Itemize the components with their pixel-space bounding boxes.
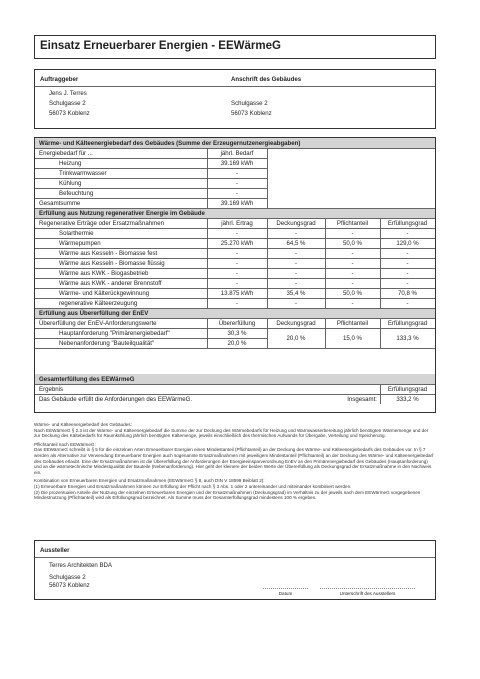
renewable-cell: - xyxy=(406,300,409,307)
renewable-cell: - xyxy=(351,300,354,307)
renewable-col-0: Regenerative Erträge oder Ersatzmaßnahmen xyxy=(39,220,164,227)
enev-row-label: Nebenanforderung "Bauteilqualität" xyxy=(59,340,155,347)
demand-row-value: - xyxy=(235,180,239,187)
renewable-row-label: Wärme aus Kesseln - Biomasse flüssig xyxy=(59,260,165,267)
demand-col-label: Energiebedarf für ... xyxy=(39,150,93,157)
renewable-cell: - xyxy=(406,250,409,257)
signature-label: Unterschrift des Ausstellers xyxy=(339,591,396,596)
renewable-cell: 129,0 % xyxy=(396,240,419,247)
renewable-cell: 50,0 % xyxy=(343,290,362,297)
renewable-row-label: Wärme- und Kälterückgewinnung xyxy=(59,290,150,297)
notes-heading: Wärme- und Kälteenergiebedarf des Gebäudes: xyxy=(34,422,132,427)
renewable-cell: - xyxy=(351,260,354,267)
renewable-cell: - xyxy=(294,250,298,257)
issuer-heading: Aussteller xyxy=(40,547,70,554)
demand-row-label: Trinkwarmwasser xyxy=(59,170,107,177)
renewable-cell: - xyxy=(235,250,239,257)
building-street: Schulgasse 2 xyxy=(231,100,268,107)
client-heading: Auftraggeber xyxy=(40,76,79,83)
result-sum-value: 333,2 % xyxy=(396,396,419,403)
renewable-cell: - xyxy=(235,260,239,267)
demand-row-label: Heizung xyxy=(59,160,82,167)
enev-col-2: Deckungsgrad xyxy=(276,320,316,327)
notes-item: (2) Die prozentualen Anteile der Nutzung der einzelnen Erneuerbaren Energien und der Ersatzmaßnahmen (Deckungsgrad) im Verhältnis zu der jeweils nach dem EEWärmeG vorgegebenen Mindestnutzung (Pflichtanteil) wird als Erfüllungsgrad bezeichnet. Als Summe muss der Gesamterfüllungsgrad mindestens 100 % ergeben. xyxy=(34,489,421,501)
demand-total-value: 39.169 kWh xyxy=(220,200,254,207)
demand-row-label: Kühlung xyxy=(59,180,82,187)
result-statement: Das Gebäude erfüllt die Anforderungen des EEWärmeG. xyxy=(39,396,193,403)
parties-section xyxy=(34,69,436,129)
renewable-cell: - xyxy=(406,230,409,237)
demand-col-value: jährl. Bedarf xyxy=(220,150,254,157)
enev-erfuellungsgrad: 133,3 % xyxy=(396,335,419,342)
renewable-row-label: Solarthermie xyxy=(59,230,94,237)
demand-row-value: 39.169 kWh xyxy=(220,160,254,167)
renewable-cell: - xyxy=(235,280,239,287)
enev-col-4: Erfüllungsgrad xyxy=(387,320,428,327)
demand-row-value: - xyxy=(235,170,239,177)
notes-item: (1) Erneuerbare Energien und Ersatzmaßnahmen können zur Erfüllung der Pflicht nach § 3 Abs. 1 oder 2 untereinander und miteinander kombiniert werden. xyxy=(34,483,352,489)
date-label: Datum xyxy=(278,591,293,596)
renewable-cell: - xyxy=(294,300,298,307)
result-sum-label: Insgesamt: xyxy=(347,396,377,403)
renewable-cell: - xyxy=(406,260,409,267)
demand-row-value: - xyxy=(235,190,239,197)
renewable-col-3: Pflichtanteil xyxy=(336,220,369,227)
building-heading: Anschrift des Gebäudes xyxy=(231,76,302,83)
notes-paragraph: Nach EEWärmeG § 2.3 ist der Wärme- und Kälteenergiebedarf die Summe der zur Deckung des Wärmebedarfs für Heizung und Warmwasserbereitung jährlich benötigten Wärmemenge und der zur Deckung des Kältebedarfs für Raumkühlung jährlich benötigten Kältemenge, jeweils einschließlich des thermischen Aufwands für Übergabe, Verteilung und Speicherung. xyxy=(34,427,429,439)
enev-row-value: 20,0 % xyxy=(227,340,247,347)
renewable-col-4: Erfüllungsgrad xyxy=(387,220,428,227)
renewable-row-label: Wärme aus KWK - anderer Brennstoff xyxy=(59,280,162,287)
renewable-row-label: Wärmepumpen xyxy=(59,240,101,247)
enev-row-value: 30,3 % xyxy=(227,330,247,337)
date-line xyxy=(263,588,308,589)
enev-deckungsgrad: 20,0 % xyxy=(286,335,306,342)
building-city: 56073 Koblenz xyxy=(231,110,272,117)
renewable-cell: 50,0 % xyxy=(343,240,362,247)
renewable-cell: - xyxy=(235,230,239,237)
renewable-cell: 13.875 kWh xyxy=(220,290,254,297)
renewable-row-label: regenerative Kälteerzeugung xyxy=(59,300,138,307)
renewable-cell: - xyxy=(406,280,409,287)
total-heading: Gesamterfüllung des EEWärmeG xyxy=(39,376,135,383)
enev-col-3: Pflichtanteil xyxy=(336,320,369,327)
renewable-cell: 25.270 kWh xyxy=(220,240,254,247)
renewable-cell: 35,4 % xyxy=(286,290,306,297)
renewable-cell: - xyxy=(294,260,298,267)
renewable-row-label: Wärme aus KWK - Biogasbetrieb xyxy=(59,270,149,277)
issuer-section xyxy=(34,540,436,600)
renewable-cell: - xyxy=(351,270,354,277)
enev-pflichtanteil: 15,0 % xyxy=(343,335,362,342)
client-street: Schulgasse 2 xyxy=(49,100,86,107)
renewable-col-1: jährl. Ertrag xyxy=(221,220,253,227)
renewable-cell: - xyxy=(294,270,298,277)
renewable-cell: - xyxy=(235,300,239,307)
explanatory-notes xyxy=(34,422,434,501)
renewable-cell: - xyxy=(235,270,239,277)
renewable-row-label: Wärme aus Kesseln - Biomasse fest xyxy=(59,250,158,257)
page-title: Einsatz Erneuerbarer Energien - EEWärmeG xyxy=(40,40,281,52)
divider xyxy=(35,557,435,558)
divider xyxy=(35,86,435,87)
renewable-cell: - xyxy=(294,230,298,237)
notes-paragraph: Kombination von Erneuerbaren Energien und Ersatzmaßnahmen (EEWärmeG § 8, auch DIN V 18599 Beiblatt 2): xyxy=(34,478,265,484)
title-box xyxy=(34,35,436,59)
renewable-cell: - xyxy=(294,280,298,287)
notes-heading: Pflichtanteil nach EEWärmeG: xyxy=(34,441,96,447)
renewable-cell: - xyxy=(351,280,354,287)
renewable-cell: 70,8 % xyxy=(398,290,417,297)
issuer-street: Schulgasse 2 xyxy=(49,574,86,581)
client-city: 56073 Koblenz xyxy=(49,110,90,117)
enev-heading: Erfüllung aus Übererfüllung der EnEV xyxy=(39,310,149,317)
result-col: Erfüllungsgrad xyxy=(387,386,428,393)
enev-col-0: Übererfüllung der EnEV-Anforderungswerte xyxy=(39,320,157,327)
client-name: Jens J. Terres xyxy=(49,90,87,97)
demand-total-label: Gesamtsumme xyxy=(39,200,81,207)
renewable-cell: - xyxy=(351,230,354,237)
enev-col-1: Übererfüllung xyxy=(218,320,256,327)
signature-line xyxy=(320,588,415,589)
demand-row-label: Befeuchtung xyxy=(59,190,94,197)
renewable-cell: - xyxy=(406,270,409,277)
notes-paragraph: Das EEWärmeG schreibt in § 5 für die einzelnen Arten Erneuerbarer Energien einen Mindestanteil (Pflichtanteil) an der Deckung des Wärme- und Kälteenergiebedarfs des Gebäudes vor. In § 7 werden als Alternative zur Verwendung Erneuerbarer Energien auch sogenannte Ersatzmaßnahmen mit jeweiligem Mindestanteil (Pflichtanteil) an der Deckung des Wärme- und Kälteenergiebedarf des Gebäudes erlaubt. Eine der Ersatzmaßnahmen ist die Übererfüllung der Anforderungen der Energieeinsparverordnung EnEV an den Primärenergiebedarf des Gebäudes (Hauptanforderung) und an die wärmetechnische Mindestqualität der Bauteile (Nebenanforderung). Hier geht der kleinere der beiden Werte der Übererfüllung als Deckungsgrad der Ersatzmaßnahme in den Nachweis ein. xyxy=(34,447,434,475)
result-label: Ergebnis xyxy=(39,386,64,393)
issuer-city: 56073 Koblenz xyxy=(49,582,90,589)
renewable-cell: 64,5 % xyxy=(286,240,306,247)
renewable-col-2: Deckungsgrad xyxy=(276,220,316,227)
renewable-cell: - xyxy=(351,250,354,257)
demand-heading: Wärme- und Kälteenergiebedarf des Gebäudes (Summe der Erzeugernutzenergieabgaben) xyxy=(39,140,301,147)
fulfillment-table xyxy=(34,137,436,413)
renewable-heading: Erfüllung aus Nutzung regenerativer Energie im Gebäude xyxy=(39,210,205,217)
enev-row-label: Hauptanforderung "Primärenergiebedarf" xyxy=(59,330,170,337)
issuer-name: Terres Architekten BDA xyxy=(49,562,112,569)
